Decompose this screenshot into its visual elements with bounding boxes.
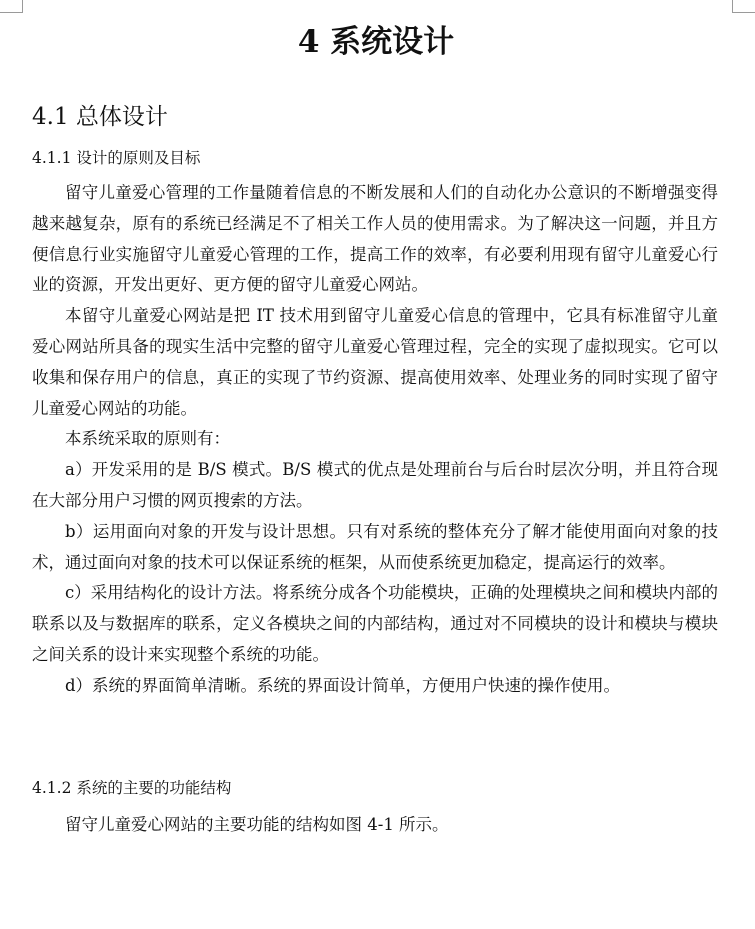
subsection-title-4-1-1: 4.1.1 设计的原则及目标 — [32, 149, 201, 167]
chapter-title: 4 系统设计 — [297, 24, 455, 60]
list-item-d: d）系统的界面简单清晰。系统的界面设计简单，方便用户快速的操作使用。 — [65, 675, 621, 695]
page-corner-mark-left — [0, 0, 23, 13]
list-item-c: c）采用结构化的设计方法。将系统分成各个功能模块，正确的处理模块之间和模块内部的联系以及与数据库的联系，定义各模块之间的内部结构，通过对不同模块的设计和模块与模块之间关系的设计来实现整个系统的功能。 — [32, 583, 718, 664]
page-corner-mark-right — [732, 0, 755, 13]
section-title: 4.1 总体设计 — [32, 104, 168, 130]
paragraph: 本留守儿童爱心网站是把 IT 技术用到留守儿童爱心信息的管理中，它具有标准留守儿童爱心网站所具备的现实生活中完整的留守儿童爱心管理过程，完全的实现了虚拟现实。它可以收集和保存用户的信息，真正的实现了节约资源、提高使用效率、处理业务的同时实现了留守儿童爱心网站的功能。 — [32, 306, 718, 418]
subsection-body-4-1-2 — [32, 810, 718, 841]
paragraph: 留守儿童爱心网站的主要功能的结构如图 4-1 所示。 — [65, 815, 449, 834]
list-item-a: a）开发采用的是 B/S 模式。B/S 模式的优点是处理前台与后台时层次分明，并且符合现在大部分用户习惯的网页搜索的方法。 — [32, 460, 718, 510]
list-item-b: b）运用面向对象的开发与设计思想。只有对系统的整体充分了解才能使用面向对象的技术，通过面向对象的技术可以保证系统的框架，从而使系统更加稳定，提高运行的效率。 — [32, 521, 718, 572]
paragraph: 留守儿童爱心管理的工作量随着信息的不断发展和人们的自动化办公意识的不断增强变得越来越复杂，原有的系统已经满足不了相关工作人员的使用需求。为了解决这一问题，并且方便信息行业实施留守儿童爱心管理的工作，提高工作的效率，有必要利用现有留守儿童爱心行业的资源，开发出更好、更方便的留守儿童爱心网站。 — [32, 183, 718, 295]
subsection-title-4-1-2: 4.1.2 系统的主要的功能结构 — [32, 779, 232, 797]
paragraph: 本系统采取的原则有： — [65, 429, 230, 449]
subsection-body-4-1-1 — [32, 178, 718, 702]
